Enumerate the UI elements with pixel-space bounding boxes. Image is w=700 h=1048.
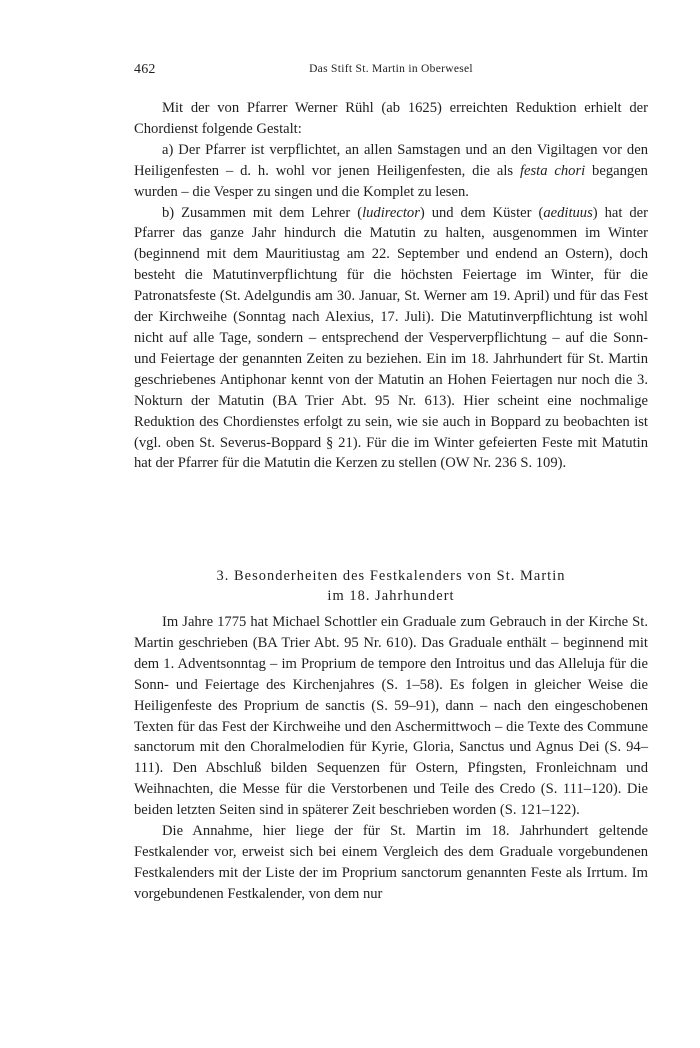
item-a-paragraph [134, 140, 648, 203]
chordienst-text [134, 98, 648, 474]
item-b-paragraph [134, 203, 648, 475]
item-a-text: a) Der Pfarrer ist verpflichtet, an allen Samstagen und an den Vigiltagen vor den Heiligenfesten – d. h. wohl vor jenen Heiligenfesten, die als [134, 141, 648, 179]
page-number: 462 [134, 62, 156, 77]
item-b-text-1: b) Zusammen mit dem Lehrer ( [162, 204, 363, 221]
section-heading-line-2: im 18. Jahrhundert [327, 588, 455, 604]
item-a-italic-term: festa chori [519, 162, 586, 179]
intro-paragraph: Mit der von Pfarrer Werner Rühl (ab 1625) erreichten Reduktion erhielt der Chordienst folgende Gestalt: [134, 100, 648, 137]
running-title: Das Stift St. Martin in Oberwesel [309, 63, 473, 75]
item-a-text-end: begangen wurden – die Vesper zu singen und die Komplet zu lesen. [134, 162, 648, 200]
section-heading-line-1: 3. Besonderheiten des Festkalenders von St. Martin [216, 568, 566, 584]
page-header [134, 62, 648, 82]
item-b-text-2: ) und dem Küster ( [419, 204, 544, 221]
body-paragraph: Im Jahre 1775 hat Michael Schottler ein Graduale zum Gebrauch in der Kirche St. Martin geschrieben (BA Trier Abt. 95 Nr. 610). Das Graduale enthält – beginnend mit dem 1. Adventsonntag – im Proprium de tempore den Introitus und das Alleluja für die Sonn- und Feiertage des Kirchenjahres (S. 1–58). Es folgen in gleicher Weise die Heiligenfeste des Proprium de sanctis (S. 59–91), dann – nach den eingeschobenen Texten für das Fest der Kirchweihe und den Aschermittwoch – die Texte des Commune sanctorum mit den Choralmelodien für Kyrie, Gloria, Sanctus und Agnus Dei (S. 94–111). Den Abschluß bilden Sequenzen für Ostern, Pfingsten, Fronleichnam und Weihnachten, die Messe für die Verstorbenen und Teile des Credo (S. 111–120). Die beiden letzten Seiten sind in späterer Zeit beschrieben worden (S. 121–122). [134, 614, 648, 819]
body-paragraph: Die Annahme, hier liege der für St. Martin im 18. Jahrhundert geltende Festkalender vor, erweist sich bei einem Vergleich des dem Graduale vorgebundenen Festkalenders mit der Liste der im Proprium sanctorum genannten Feste als Irrtum. Im vorgebundenen Festkalender, von dem nur [134, 823, 648, 902]
item-b-text-3: ) hat der Pfarrer das ganze Jahr hindurch die Matutin zu halten, ausgenommen im Winter (beginnend mit dem Mauritiustag am 22. September und endend an Ostern), doch besteht die Matutinverpflichtung für die höchsten Feiertage im Winter, für die Patronatsfeste (St. Adelgundis am 30. Januar, St. Werner am 19. April) und für das Fest der Kirchweihe (Sonntag nach Alexius, 17. Juli). Die Matutinverpflichtung ist wohl nicht auf alle Tage, sondern – entsprechend der Vesperverpflichtung – auf die Sonn- und Feiertage der genannten Zeiten zu beziehen. Ein im 18. Jahrhundert für St. Martin geschriebenes Antiphonar kennt von der Matutin an Hohen Feiertagen nur noch die 3. Nokturn der Matutin (BA Trier Abt. 95 Nr. 613). Hier scheint eine nochmalige Reduktion des Chordienstes erfolgt zu sein, wie sie auch in Boppard zu beobachten ist (vgl. oben St. Severus-Boppard § 21). Für die im Winter gefeierten Feste mit Matutin hat der Pfarrer für die Matutin die Kerzen zu stellen (OW Nr. 236 S. 109). [134, 204, 648, 472]
festkalender-text [134, 612, 648, 905]
section-heading [134, 566, 648, 606]
item-b-italic-ludirector: ludirector [362, 204, 420, 221]
item-b-italic-aedituus: aedituus [543, 204, 593, 221]
